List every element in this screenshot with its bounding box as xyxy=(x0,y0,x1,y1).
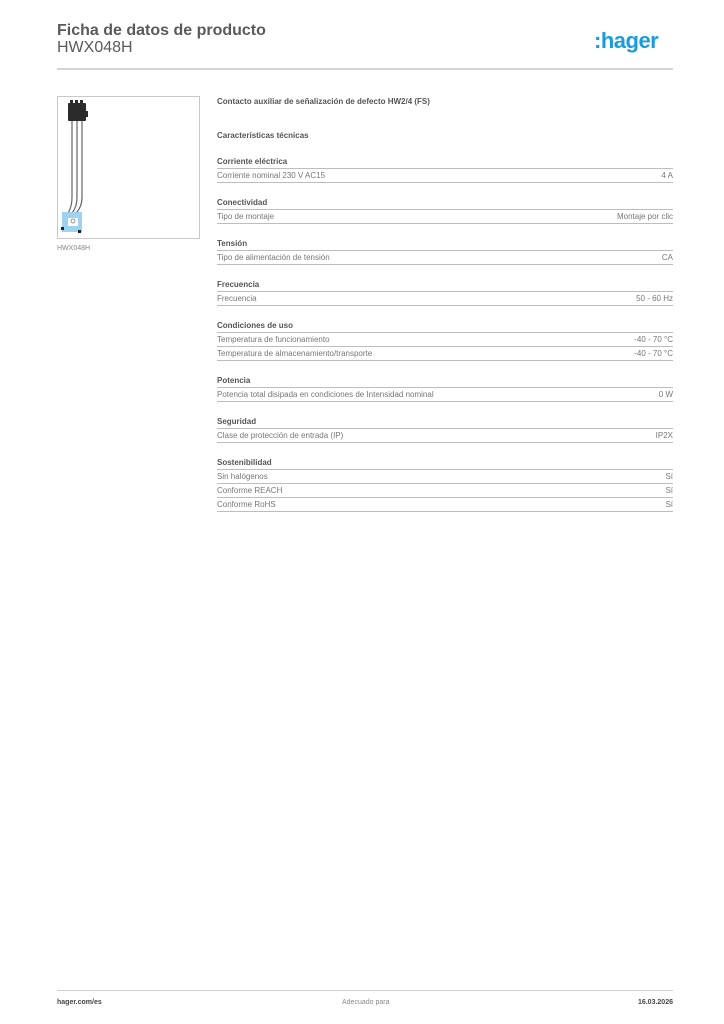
product-code: HWX048H xyxy=(57,39,133,56)
spec-value: Sí xyxy=(665,472,673,481)
spec-row xyxy=(217,292,673,306)
section-corriente xyxy=(217,156,673,183)
section-title: Sostenibilidad xyxy=(217,457,673,470)
section-title: Frecuencia xyxy=(217,279,673,292)
footer-center-text: Adecuado para xyxy=(342,999,390,1006)
auxiliary-contact-wiring-image xyxy=(58,97,199,238)
section-frecuencia xyxy=(217,279,673,306)
section-conectividad xyxy=(217,197,673,224)
hager-logo: :hager xyxy=(594,28,659,53)
spec-value: CA xyxy=(661,253,673,262)
spec-label: Frecuencia xyxy=(217,294,257,303)
spec-label: Clase de protección de entrada (IP) xyxy=(217,431,344,440)
spec-row xyxy=(217,484,673,498)
footer-divider xyxy=(57,990,673,991)
spec-value: Sí xyxy=(665,486,673,495)
spec-label: Temperatura de almacenamiento/transporte xyxy=(217,349,373,358)
spec-value: Montaje por clic xyxy=(616,212,673,221)
spec-value: Sí xyxy=(665,500,673,509)
spec-row xyxy=(217,210,673,224)
product-description: Contacto auxiliar de señalización de defecto HW2/4 (FS) xyxy=(217,97,430,106)
footer-date: 16.03.2026 xyxy=(637,999,673,1006)
spec-row xyxy=(217,347,673,361)
spec-value: 50 - 60 Hz xyxy=(636,294,673,303)
spec-content xyxy=(217,96,673,512)
spec-row xyxy=(217,470,673,484)
section-tension xyxy=(217,238,673,265)
spec-label: Corriente nominal 230 V AC15 xyxy=(217,171,326,180)
product-image-caption: HWX048H xyxy=(57,245,91,252)
spec-value: -40 - 70 °C xyxy=(634,335,673,344)
tech-heading: Características técnicas xyxy=(217,131,309,140)
section-condiciones-uso xyxy=(217,320,673,361)
spec-value: -40 - 70 °C xyxy=(634,349,673,358)
spec-label: Potencia total disipada en condiciones de Intensidad nominal xyxy=(217,390,434,399)
spec-row xyxy=(217,429,673,443)
section-potencia xyxy=(217,375,673,402)
section-title: Conectividad xyxy=(217,197,673,210)
page-title: Ficha de datos de producto xyxy=(57,22,266,39)
section-sostenibilidad xyxy=(217,457,673,512)
spec-row xyxy=(217,498,673,512)
product-image-frame xyxy=(57,96,200,239)
section-title: Tensión xyxy=(217,238,673,251)
spec-label: Tipo de alimentación de tensión xyxy=(217,253,330,262)
spec-label: Temperatura de funcionamiento xyxy=(217,335,330,344)
spec-label: Tipo de montaje xyxy=(217,212,275,221)
section-title: Seguridad xyxy=(217,416,673,429)
section-title: Corriente eléctrica xyxy=(217,156,673,169)
spec-row xyxy=(217,251,673,265)
spec-label: Sin halógenos xyxy=(217,472,268,481)
section-title: Potencia xyxy=(217,375,673,388)
spec-label: Conforme REACH xyxy=(217,486,283,495)
header-divider xyxy=(57,68,673,70)
spec-label: Conforme RoHS xyxy=(217,500,276,509)
footer-website-link[interactable]: hager.com/es xyxy=(57,999,102,1006)
spec-value: 0 W xyxy=(658,390,673,399)
spec-row xyxy=(217,333,673,347)
spec-row xyxy=(217,388,673,402)
spec-value: 4 A xyxy=(661,171,673,180)
section-seguridad xyxy=(217,416,673,443)
spec-row xyxy=(217,169,673,183)
spec-value: IP2X xyxy=(655,431,673,440)
section-title: Condiciones de uso xyxy=(217,320,673,333)
